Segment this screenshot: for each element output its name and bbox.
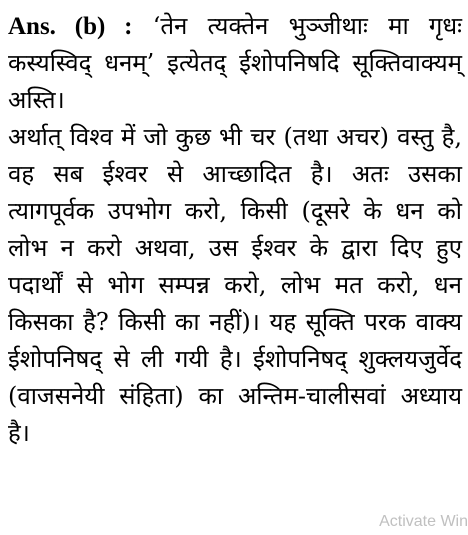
activate-windows-watermark: Activate Win [379,513,468,530]
explanation-paragraph: अर्थात् विश्व में जो कुछ भी चर (तथा अचर) वस्तु है, वह सब ईश्वर से आच्छादित है। अतः उसका त्यागपूर्वक उपभोग करो, किसी (दूसरे के धन को लोभ न करो अथवा, उस ईश्वर के द्वारा दिए हुए पदार्थों से भोग सम्पन्न करो, लोभ मत करो, धन किसका है? किसी का नहीं)। यह सूक्ति परक वाक्य ईशोपनिषद् से ली गयी है। ईशोपनिषद् शुक्लयजुर्वेद (वाजसनेयी संहिता) का अन्तिम-चालीसवां अध्याय है। [8,123,462,447]
answer-label: Ans. (b) : [8,13,133,40]
sanskrit-quote: ‘तेन त्यक्तेन भुञ्जीथाः मा गृधः कस्यस्विद् धनम्’ इत्येतद् ईशोपनिषदि सूक्तिवाक्यम् अस्ति। [8,12,462,114]
answer-paragraph [8,8,462,119]
